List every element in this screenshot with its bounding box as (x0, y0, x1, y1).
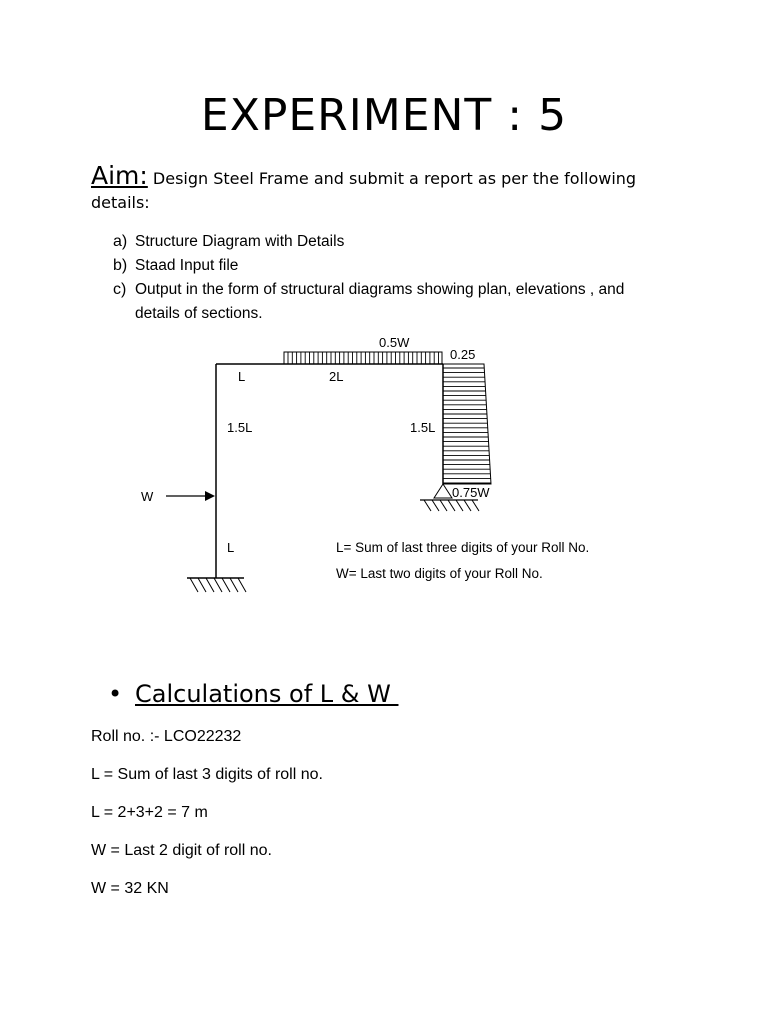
pin-support (434, 484, 452, 498)
label-beam-span: 2L (329, 369, 344, 384)
label-bottom-right: 0.75W (452, 485, 490, 500)
udl-ticks (288, 352, 439, 364)
hatch-line (464, 500, 471, 511)
fixed-support-hatch (190, 578, 246, 592)
label-left-height: 1.5L (227, 420, 253, 435)
calc-line: W = Last 2 digit of roll no. (91, 842, 272, 859)
note-L: L= Sum of last three digits of your Roll No. (336, 540, 590, 555)
list-item-text: Structure Diagram with Details (135, 233, 345, 250)
hatch-line (440, 500, 447, 511)
trapezoidal-load-ticks (443, 368, 491, 483)
calc-line: L = 2+3+2 = 7 m (91, 804, 208, 821)
hatch-line (222, 578, 230, 592)
point-load-arrowhead (205, 491, 215, 501)
hatch-line (472, 500, 479, 511)
aim-label: Aim: (91, 161, 148, 190)
hatch-line (214, 578, 222, 592)
label-left-lower: L (227, 540, 235, 555)
hatch-line (424, 500, 431, 511)
udl-on-beam (284, 352, 442, 364)
aim-text: Design Steel Frame and submit a report as per the following details: (91, 169, 637, 212)
label-top-right: 0.25 (450, 347, 476, 362)
list-marker: a) (113, 233, 128, 250)
calc-line: Roll no. :- LCO22232 (91, 728, 242, 745)
hatch-line (432, 500, 439, 511)
calc-line: L = Sum of last 3 digits of roll no. (91, 766, 323, 783)
hatch-line (190, 578, 198, 592)
label-udl-top: 0.5W (379, 335, 410, 350)
hatch-line (230, 578, 238, 592)
hatch-line (198, 578, 206, 592)
pin-support-hatch (424, 500, 479, 511)
label-beam-left: L (238, 369, 246, 384)
list-item-text: Staad Input file (135, 257, 239, 274)
hatch-line (456, 500, 463, 511)
list-marker: b) (113, 257, 128, 274)
hatch-line (206, 578, 214, 592)
bullet: • (108, 680, 123, 708)
hatch-line (448, 500, 455, 511)
page-title: EXPERIMENT : 5 (200, 90, 568, 141)
calc-line: W = 32 KN (91, 880, 169, 897)
hatch-line (238, 578, 246, 592)
list-item-text: Output in the form of structural diagrams showing plan, elevations , and details of sections. (135, 281, 625, 322)
calculations-heading-text: Calculations of L & W (135, 680, 399, 708)
list-marker: c) (113, 281, 127, 298)
label-point-load: W (141, 489, 154, 504)
note-W: W= Last two digits of your Roll No. (336, 566, 543, 581)
label-right-height: 1.5L (410, 420, 436, 435)
